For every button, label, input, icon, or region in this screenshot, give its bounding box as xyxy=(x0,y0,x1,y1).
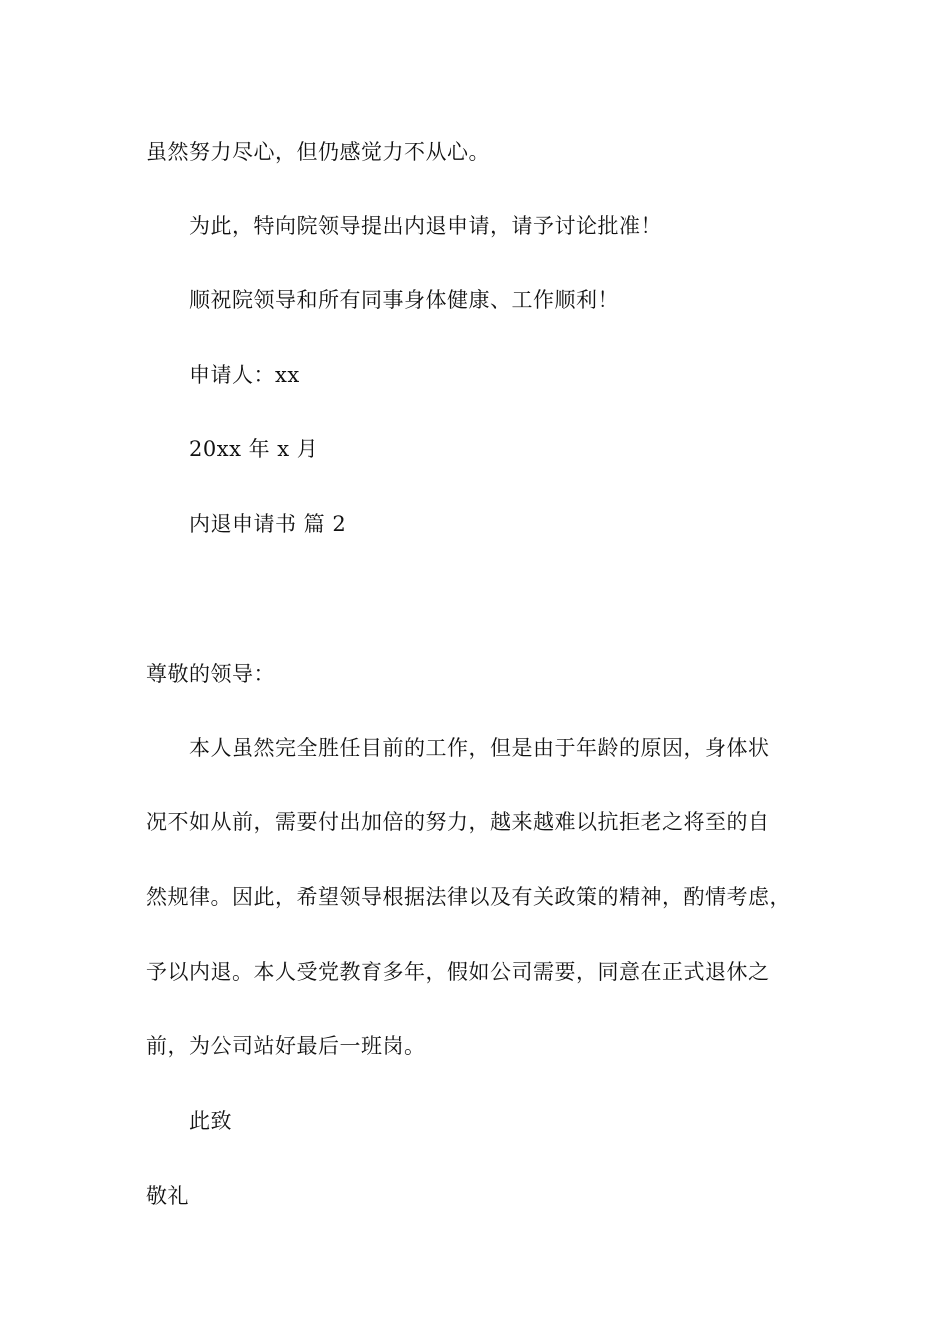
paragraph-line: 予以内退。本人受党教育多年，假如公司需要，同意在正式退休之 xyxy=(146,960,770,984)
paragraph-line: 然规律。因此，希望领导根据法律以及有关政策的精神，酌情考虑， xyxy=(146,885,791,909)
paragraph-line: 本人虽然完全胜任目前的工作，但是由于年龄的原因，身体状 xyxy=(189,736,770,760)
section-title: 内退申请书 篇 2 xyxy=(189,512,347,536)
date-line: 20xx 年 x 月 xyxy=(189,437,319,461)
salutation: 尊敬的领导： xyxy=(146,662,275,686)
paragraph-line: 虽然努力尽心，但仍感觉力不从心。 xyxy=(146,140,490,164)
closing-phrase: 此致 xyxy=(189,1109,232,1133)
paragraph-line: 为此，特向院领导提出内退申请，请予讨论批准！ xyxy=(189,214,662,238)
applicant-signature: 申请人：xx xyxy=(189,363,300,387)
paragraph-line: 前，为公司站好最后一班岗。 xyxy=(146,1034,426,1058)
closing-wishes: 顺祝院领导和所有同事身体健康、工作顺利！ xyxy=(189,288,619,312)
closing-salute: 敬礼 xyxy=(146,1184,189,1208)
paragraph-line: 况不如从前，需要付出加倍的努力，越来越难以抗拒老之将至的自 xyxy=(146,810,770,834)
